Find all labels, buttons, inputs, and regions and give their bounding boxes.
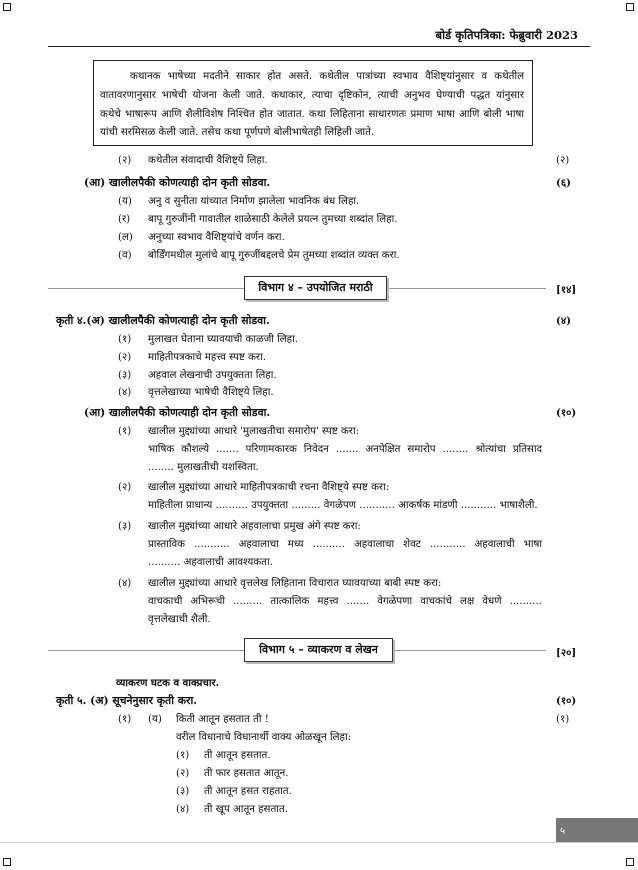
kruti-5a-marks: (१०) xyxy=(556,695,577,707)
section-4-marks: [१४] xyxy=(556,284,577,296)
question-text: किती आतून हसतात ती ! xyxy=(176,714,269,725)
option-number: (२) xyxy=(118,352,132,363)
option-points: .......... अहवालाची आवश्यकता. xyxy=(148,557,273,568)
page-header-title: बोर्ड कृतिपत्रिका: फेब्रुवारी 2023 xyxy=(435,28,578,42)
option-text: माहितीपत्रकाचे महत्त्व स्पष्ट करा. xyxy=(148,352,266,363)
option-number: (य) xyxy=(118,196,132,207)
section-5-banner xyxy=(244,638,393,662)
question-number: (१) xyxy=(118,714,132,725)
option-text: खालील मुद्द्यांच्या आधारे अहवालाचा प्रमुख अंगे स्पष्ट करा: xyxy=(148,521,361,532)
section-rule-left xyxy=(48,650,244,651)
question-marks: (२) xyxy=(556,155,570,166)
passage-line: वातावरणानुसार भाषेची योजना केली जाते. कथाकार, त्याचा दृष्टिकोन, त्याची अनुभव घेण्याची पद्धत यांनुसार xyxy=(100,90,524,101)
section-rule-right xyxy=(386,288,546,289)
question-heading: (आ) खालीलपैकी कोणत्याही दोन कृती सोडवा. xyxy=(84,176,271,189)
option-number: (२) xyxy=(176,768,190,779)
option-number: (३) xyxy=(176,786,190,797)
option-text: वृत्तलेखाच्या भाषेची वैशिष्ट्ये लिहा. xyxy=(148,387,274,398)
kruti-4a-heading: कृती ४.(अ) खालीलपैकी कोणत्याही दोन कृती सोडवा. xyxy=(56,314,270,327)
option-number: (व) xyxy=(118,250,132,261)
option-text: ती खूप आतून हसतात. xyxy=(204,804,288,815)
section-rule-right xyxy=(392,650,546,651)
option-points: माहितीला प्राधान्य .......... उपयुक्तता ......... वेगळेपण ........... आकर्षक मांडणी ........... भाषाशैली. xyxy=(148,500,538,511)
question-text: कथेतील संवादाची वैशिष्ट्ये लिहा. xyxy=(148,155,268,166)
option-text: खालील मुद्द्यांच्या आधारे 'मुलाखतीचा समारोप' स्पष्ट करा: xyxy=(148,426,360,437)
option-text: अनु व सुनीता यांच्यात निर्माण झालेला भावनिक बंध लिहा. xyxy=(148,196,360,207)
question-instruction: वरील विधानाचे विधानार्थी वाक्य ओळखून लिहा: xyxy=(176,732,352,743)
option-number: (३) xyxy=(118,521,132,532)
section-4-title: विभाग ४ – उपयोजित मराठी xyxy=(258,281,373,294)
option-number: (४) xyxy=(176,804,190,815)
crop-mark-top-right xyxy=(626,3,634,11)
crop-mark-top-left xyxy=(3,3,11,11)
option-text: बापू गुरुजींनी गावातील शाळेसाठी केलेले प्रयत्न तुमच्या शब्दांत लिहा. xyxy=(148,214,398,225)
kruti-5a-heading: कृती ५. (अ) सूचनेनुसार कृती करा. xyxy=(56,694,198,707)
option-points: वृत्तलेखाची शैली. xyxy=(148,614,211,625)
option-number: (र) xyxy=(118,214,131,225)
option-points: ........ मुलाखतीची यशस्विता. xyxy=(148,462,259,473)
question-heading: (आ) खालीलपैकी कोणत्याही दोन कृती सोडवा. xyxy=(84,406,271,419)
page-number-tab xyxy=(556,818,638,842)
option-points: वाचकाची अभिरूची ......... तात्कालिक महत्त्व ....... वेगळेपणा वाचकांचे लक्ष वेधणे .......... xyxy=(148,596,542,607)
option-number: (१) xyxy=(176,750,190,761)
option-number: (४) xyxy=(118,387,132,398)
question-sub-number: (य) xyxy=(148,714,162,725)
option-number: (४) xyxy=(118,578,132,589)
option-text: मुलाखत घेताना घ्यावयाची काळजी लिहा. xyxy=(148,334,298,345)
option-number: (ल) xyxy=(118,232,133,243)
option-number: (१) xyxy=(118,334,132,345)
question-marks: (६) xyxy=(556,177,571,189)
option-text: अहवाल लेखनाची उपयुक्तता लिहा. xyxy=(148,370,277,381)
passage-line: कथानक भाषेच्या मदतीने साकार होत असते. कथेतील पात्रांच्या स्वभाव वैशिष्ट्यांनुसार व कथेतील xyxy=(130,71,524,82)
footer-rule xyxy=(0,842,638,843)
section-5-title: विभाग ५ – व्याकरण व लेखन xyxy=(259,643,378,656)
option-text: ती आतून हसत राहतात. xyxy=(204,786,292,797)
crop-mark-bottom-right xyxy=(626,858,634,866)
header-rule xyxy=(48,46,590,47)
passage-line: कथेचे भाषारूप आणि शैलीविशेष निश्चित होत जातात. कथा लिहिताना साधारणतः प्रमाण भाषा आणि बोली भाषा xyxy=(100,109,524,120)
section-rule-left xyxy=(48,288,244,289)
option-text: ती आतून हसतात. xyxy=(204,750,271,761)
option-text: खालील मुद्द्यांच्या आधारे वृत्तलेख लिहिताना विचारात घ्यावयाच्या बाबी स्पष्ट करा: xyxy=(148,578,442,589)
option-points: भाषिक कौशल्ये ....... परिणामकारक निवेदन ....... अनपेक्षित समारोप ........ श्रोत्यांचा प्रतिसाद xyxy=(148,444,542,455)
crop-mark-bottom-left xyxy=(3,858,11,866)
question-marks: (१०) xyxy=(556,407,577,419)
option-text: अनुच्या स्वभाव वैशिष्ट्यांचे वर्णन करा. xyxy=(148,232,285,243)
grammar-subheading: व्याकरण घटक व वाक्प्रचार. xyxy=(116,677,220,689)
option-number: (३) xyxy=(118,370,132,381)
passage-line: यांची सरमिसळ केली जाते. तसेच कथा पूर्णपणे बोलीभाषेतही लिहिली जाते. xyxy=(100,127,375,138)
option-text: बोर्डिंगमधील मुलांचे बापू गुरुजींबद्दलचे प्रेम तुमच्या शब्दांत व्यक्त करा. xyxy=(148,250,400,261)
section-5-marks: [२०] xyxy=(556,647,577,659)
option-number: (१) xyxy=(118,426,132,437)
question-number: (२) xyxy=(118,155,132,166)
section-4-banner xyxy=(244,276,387,300)
option-text: ती फार हसतात आतून. xyxy=(204,768,289,779)
option-text: खालील मुद्द्यांच्या आधारे माहितीपत्रकाची रचना वैशिष्ट्ये स्पष्ट करा: xyxy=(148,482,390,493)
option-points: प्रास्ताविक ........... अहवालाचा मध्य .......... अहवालाचा शेवट ........... अहवालाची भाषा xyxy=(148,539,542,550)
kruti-4a-marks: (४) xyxy=(556,315,571,327)
option-number: (२) xyxy=(118,482,132,493)
question-marks: (१) xyxy=(556,714,570,725)
page-number: ५ xyxy=(560,826,566,837)
